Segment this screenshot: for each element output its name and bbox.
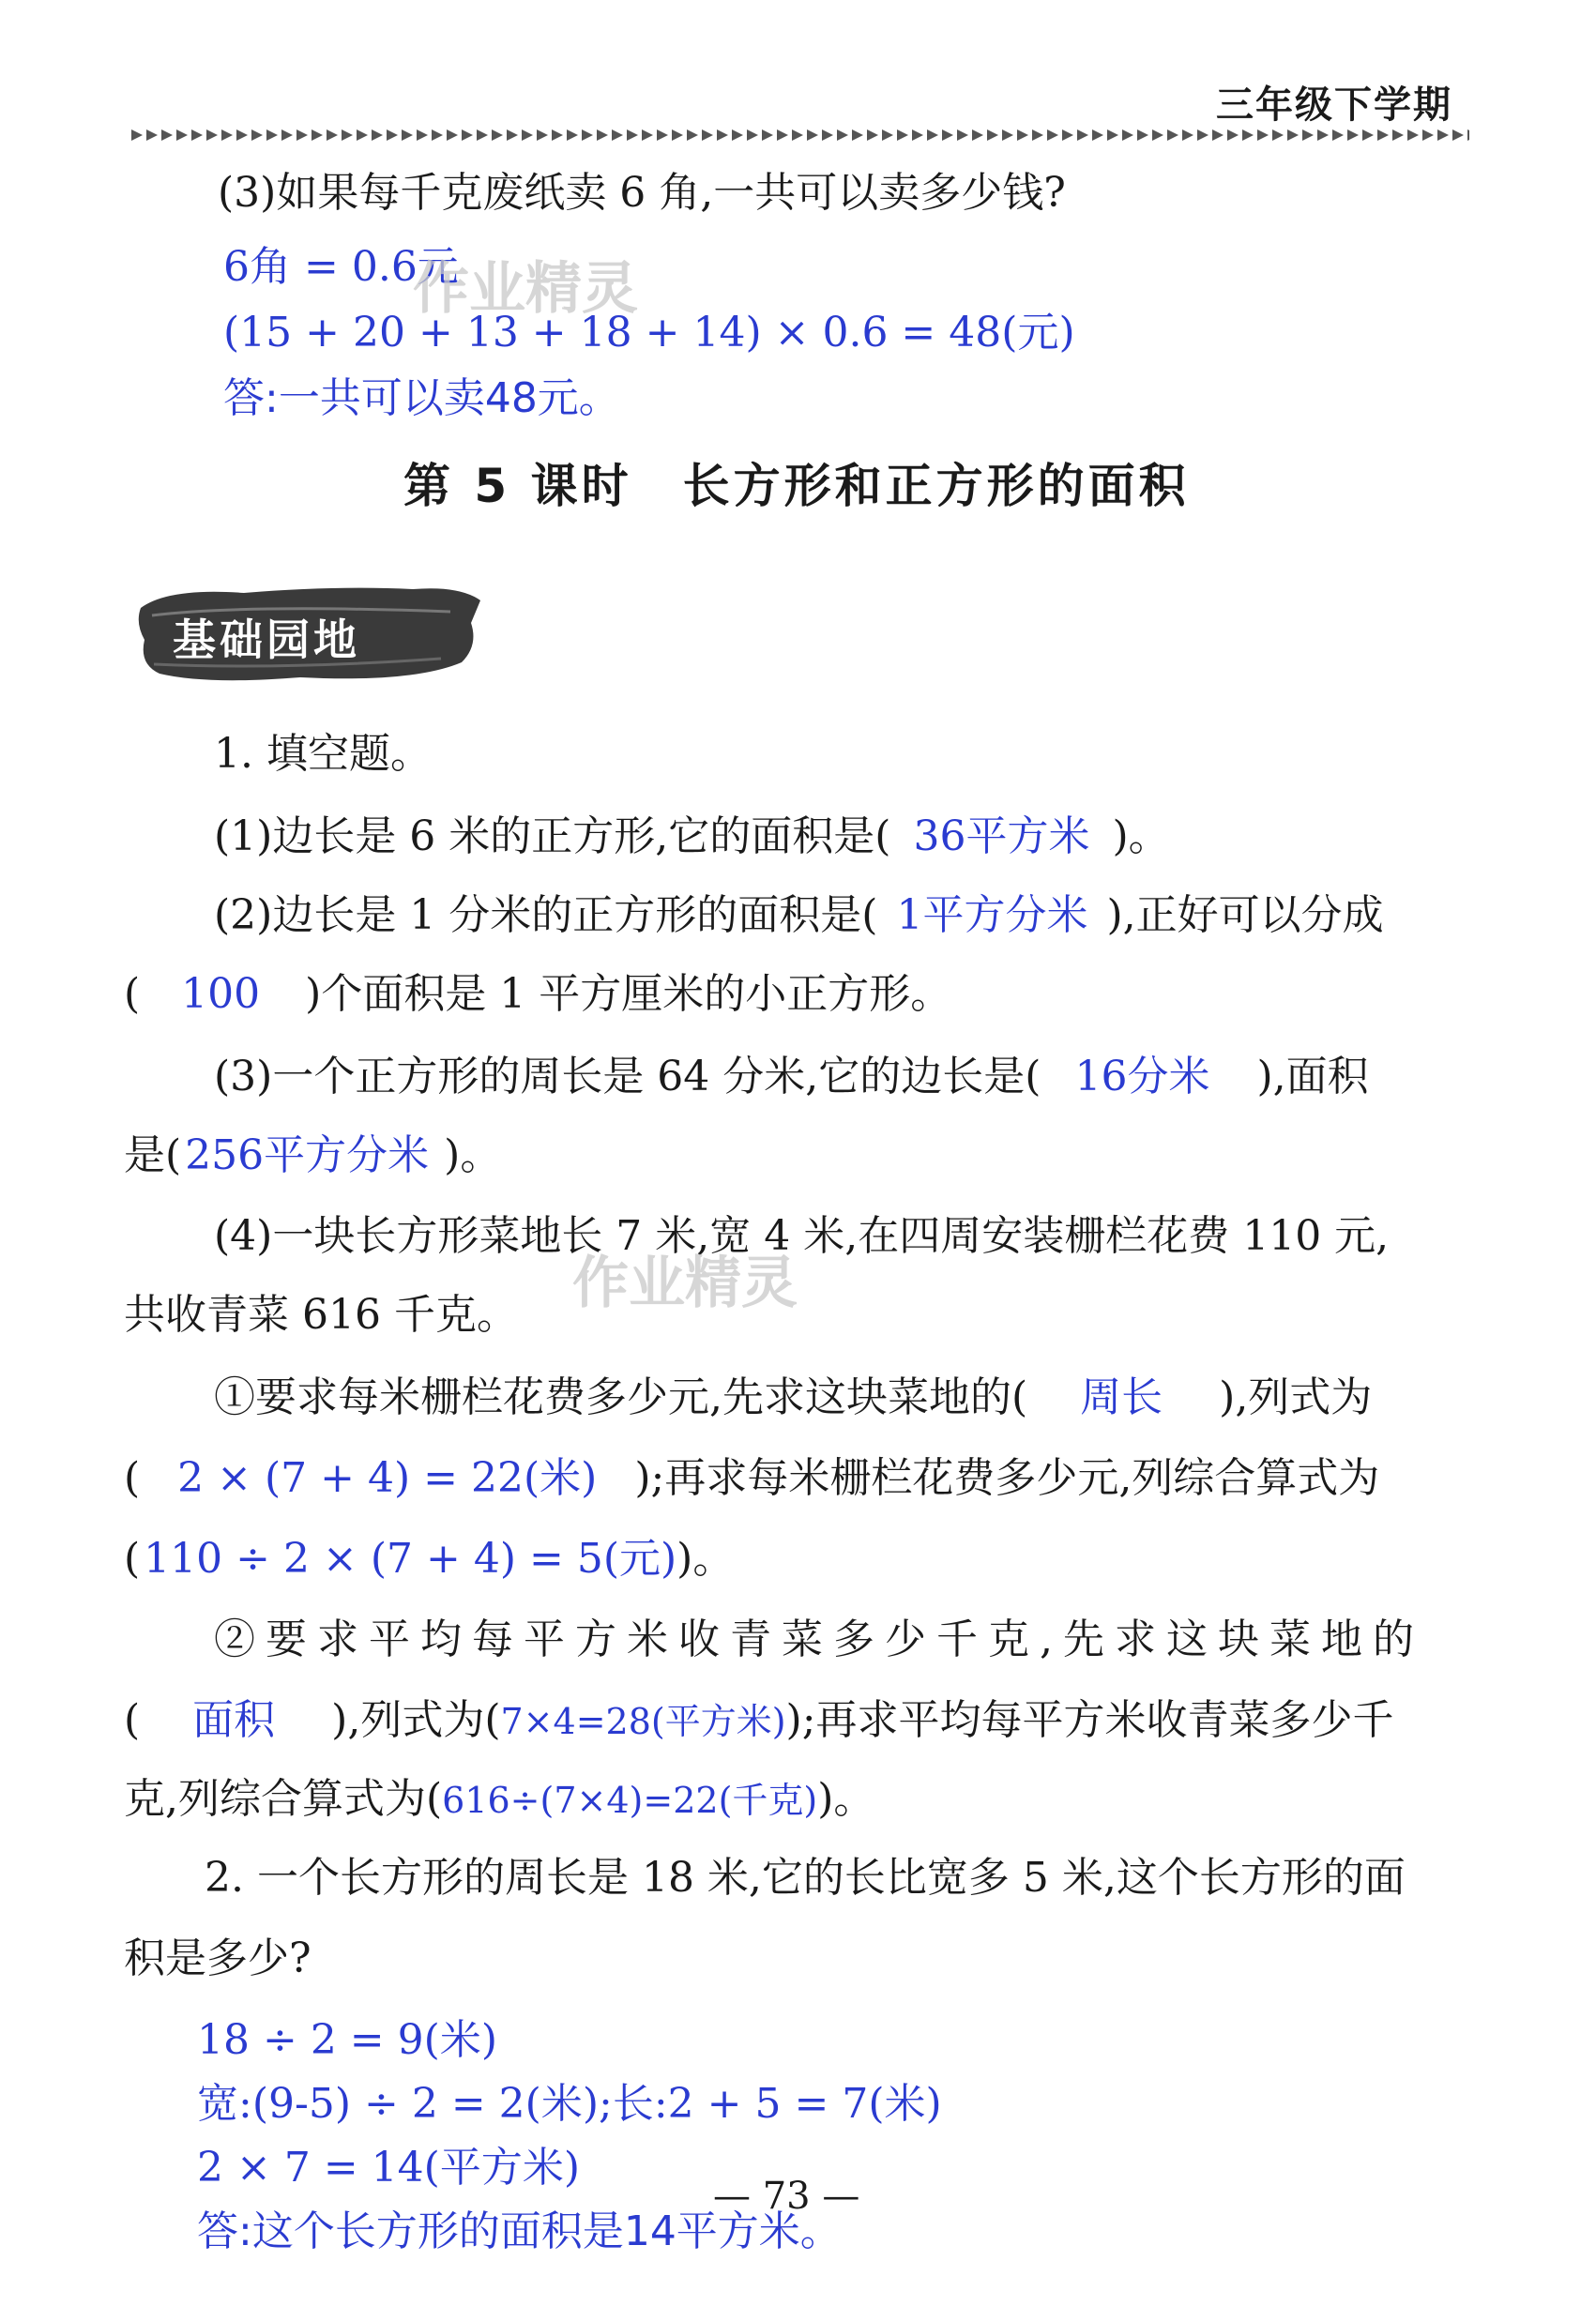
question-text: ①要求每米栅栏花费多少元,先求这块菜地的( [214,1373,1028,1421]
q1-part-3 [214,1049,1369,1105]
q1-sub-2-cont2 [124,1771,874,1828]
arrow-mark-icon [1167,129,1178,141]
arrow-mark-icon [1257,129,1269,141]
q1-sub-2-cont [124,1692,1394,1750]
arrow-mark-icon [1302,129,1314,141]
question-text: 是( [124,1131,182,1179]
watermark: 作业精灵 [413,256,638,322]
arrow-mark-icon [161,129,173,141]
q1-part-4-cont: 共收青菜 616 千克。 [124,1291,518,1339]
arrow-mark-icon [957,129,968,141]
arrow-mark-icon [447,129,458,141]
arrow-mark-icon [236,129,248,141]
arrow-mark-icon [582,129,593,141]
arrow-mark-icon [1032,129,1043,141]
watermark: 作业精灵 [572,1251,798,1316]
arrow-mark-icon [146,129,158,141]
answer-fill: 7×4=28(平方米) [500,1701,786,1742]
question-text: (1)边长是 6 米的正方形,它的面积是( [214,812,891,860]
q1-sub-1-cont2 [124,1531,734,1587]
arrow-mark-icon [1092,129,1103,141]
question-text: ( [124,970,141,1018]
arrow-mark-icon [972,129,983,141]
arrow-mark-icon [402,129,413,141]
arrow-mark-icon [1287,129,1299,141]
arrow-mark-icon [657,129,668,141]
answer-fill: 周长 [1080,1373,1163,1421]
arrow-mark-icon [1227,129,1239,141]
q1-sub-2: ②要求平均每平方米收青菜多少千克,先求这块菜地的 [214,1616,1424,1663]
answer-line: 答:一共可以卖48元。 [223,374,620,422]
arrow-mark-icon [1362,129,1374,141]
answer-line: 18 ÷ 2 = 9(米) [197,2016,497,2064]
question-text: (2)边长是 1 分米的正方形的面积是( [214,891,878,939]
arrow-mark-icon [1377,129,1389,141]
arrow-mark-icon [687,129,698,141]
header-dotted-rule [131,129,1469,143]
question-2-text: 2. 一个长方形的周长是 18 米,它的长比宽多 5 米,这个长方形的面 [205,1854,1406,1902]
q1-part-4: (4)一块长方形菜地长 7 米,宽 4 米,在四周安装栅栏花费 110 元, [214,1212,1390,1260]
section-banner [131,580,488,690]
arrow-mark-icon [176,129,188,141]
question-text: )。 [444,1131,502,1179]
arrow-mark-icon [822,129,833,141]
arrow-mark-icon [342,129,353,141]
arrow-mark-icon [221,129,233,141]
question-text: )。 [676,1535,735,1583]
answer-fill: 616÷(7×4)=22(千克) [442,1780,818,1821]
answer-line: 2 × 7 = 14(平方米) [197,2144,580,2192]
arrow-mark-icon [492,129,503,141]
arrow-mark-icon [627,129,638,141]
arrow-mark-icon [852,129,863,141]
question-text: );再求每米栅栏花费多少元,列综合算式为 [634,1454,1380,1502]
arrow-mark-icon [732,129,743,141]
arrow-mark-icon [477,129,488,141]
answer-line: (15 + 20 + 13 + 18 + 14) × 0.6 = 48(元) [223,309,1075,357]
question-1-title: 1. 填空题。 [214,730,432,778]
lesson-title: 第 5 课时 长方形和正方形的面积 [403,459,1190,513]
arrow-mark-icon [987,129,998,141]
arrow-mark-icon [777,129,788,141]
arrow-mark-icon [522,129,533,141]
arrow-mark-icon [1347,129,1359,141]
answer-fill: 36平方米 [913,812,1090,860]
q1-part-1 [214,809,1170,865]
arrow-mark-icon [1467,129,1469,141]
arrow-mark-icon [296,129,308,141]
arrow-mark-icon [567,129,578,141]
arrow-mark-icon [266,129,278,141]
arrow-mark-icon [762,129,773,141]
arrow-mark-icon [1212,129,1224,141]
answer-line: 答:这个长方形的面积是14平方米。 [197,2207,842,2255]
arrow-mark-icon [1137,129,1148,141]
arrow-mark-icon [462,129,473,141]
question-text: ( [124,1454,141,1502]
arrow-mark-icon [717,129,728,141]
question-2-text: 积是多少? [124,1934,312,1982]
arrow-mark-icon [206,129,218,141]
arrow-mark-icon [867,129,878,141]
arrow-mark-icon [1437,129,1449,141]
question-text: ( [124,1696,141,1744]
q1-part-3-cont [124,1128,501,1184]
arrow-mark-icon [357,129,368,141]
arrow-mark-icon [1452,129,1464,141]
arrow-mark-icon [372,129,383,141]
q1-part-2 [214,888,1384,944]
arrow-mark-icon [1152,129,1163,141]
arrow-mark-icon [792,129,803,141]
answer-fill: 100 [181,970,261,1018]
arrow-mark-icon [1047,129,1058,141]
arrow-mark-icon [1317,129,1329,141]
q1-part-2-cont [124,966,951,1023]
arrow-mark-icon [552,129,563,141]
page-number: — 73 — [713,2175,860,2218]
arrow-mark-icon [387,129,398,141]
arrow-mark-icon [1122,129,1133,141]
arrow-mark-icon [1077,129,1088,141]
arrow-mark-icon [1062,129,1073,141]
arrow-mark-icon [312,129,323,141]
question-text: 克,列综合算式为( [124,1775,443,1823]
arrow-mark-icon [897,129,908,141]
arrow-mark-icon [837,129,848,141]
arrow-mark-icon [597,129,608,141]
arrow-mark-icon [1182,129,1193,141]
answer-fill: 1平方分米 [896,891,1088,939]
arrow-mark-icon [1017,129,1028,141]
question-text: ),正好可以分成 [1106,891,1384,939]
arrow-mark-icon [1107,129,1118,141]
arrow-mark-icon [1332,129,1344,141]
question-text: ( [124,1535,141,1583]
answer-line: 宽:(9-5) ÷ 2 = 2(米);长:2 + 5 = 7(米) [197,2080,942,2128]
question-text: )。 [1112,812,1170,860]
question-3-text: (3)如果每千克废纸卖 6 角,一共可以卖多少钱? [218,169,1066,217]
arrow-mark-icon [612,129,623,141]
arrow-mark-icon [1197,129,1208,141]
arrow-mark-icon [131,129,143,141]
answer-fill: 110 ÷ 2 × (7 + 4) = 5(元) [144,1535,677,1583]
arrow-mark-icon [537,129,548,141]
arrow-mark-icon [927,129,938,141]
arrow-mark-icon [942,129,953,141]
arrow-mark-icon [191,129,203,141]
question-text: )。 [817,1775,875,1823]
arrow-mark-icon [1002,129,1013,141]
header-title: 三年级下学期 [1216,83,1452,127]
arrow-mark-icon [327,129,338,141]
question-text: ),列式为( [331,1696,501,1744]
arrow-mark-icon [1407,129,1419,141]
q1-sub-1-cont [124,1450,1379,1507]
arrow-mark-icon [281,129,293,141]
arrow-mark-icon [912,129,923,141]
arrow-mark-icon [702,129,713,141]
answer-fill: 16分米 [1074,1053,1210,1100]
answer-fill: 2 × (7 + 4) = 22(米) [177,1454,598,1502]
arrow-mark-icon [807,129,818,141]
answer-fill: 256平方分米 [185,1131,430,1179]
answer-fill: 面积 [192,1696,276,1744]
question-text: ),面积 [1256,1053,1369,1100]
arrow-mark-icon [251,129,263,141]
arrow-mark-icon [1272,129,1284,141]
arrow-mark-icon [672,129,683,141]
arrow-mark-icon [417,129,428,141]
banner-label: 基础园地 [173,614,360,665]
question-text: );再求平均每平方米收青菜多少千 [785,1696,1394,1744]
arrow-mark-icon [1392,129,1404,141]
question-text: (3)一个正方形的周长是 64 分米,它的边长是( [214,1053,1041,1100]
arrow-mark-icon [507,129,518,141]
arrow-mark-icon [432,129,443,141]
arrow-mark-icon [747,129,758,141]
arrow-mark-icon [1242,129,1254,141]
question-text: ),列式为 [1219,1373,1373,1421]
answer-line: 6角 = 0.6元 [223,243,459,291]
question-text: )个面积是 1 平方厘米的小正方形。 [305,970,952,1018]
arrow-mark-icon [1422,129,1434,141]
q1-sub-1 [214,1370,1372,1426]
arrow-mark-icon [882,129,893,141]
arrow-mark-icon [642,129,653,141]
